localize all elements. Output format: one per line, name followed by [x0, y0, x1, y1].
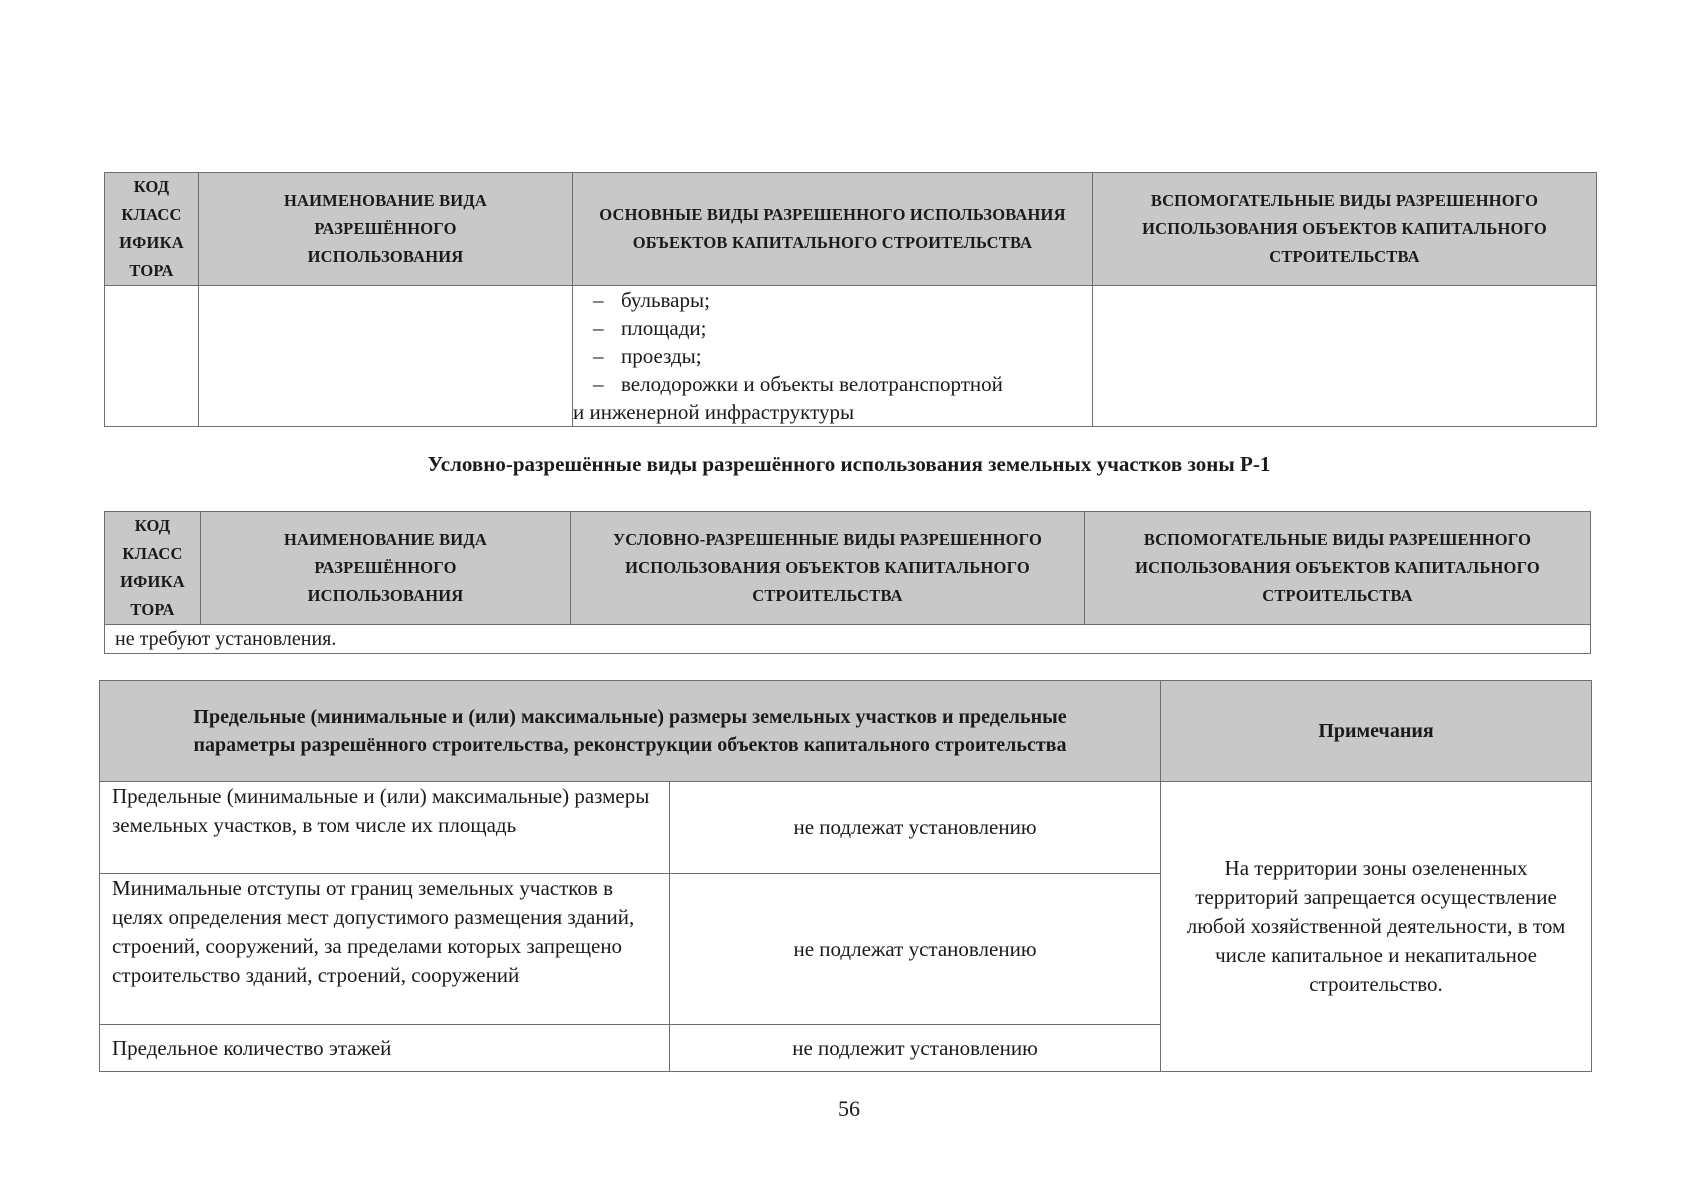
- header-auxiliary-uses: ВСПОМОГАТЕЛЬНЫЕ ВИДЫ РАЗРЕШЕННОГО ИСПОЛЬЗОВАНИЯ ОБЪЕКТОВ КАПИТАЛЬНОГО СТРОИТЕЛЬСТВА: [1093, 173, 1597, 286]
- conditional-uses-table: [104, 511, 1591, 654]
- code-line: ИФИКА: [119, 233, 184, 252]
- uses-list: [573, 286, 1092, 426]
- code-cell: [105, 286, 199, 427]
- code-line: КЛАСС: [121, 205, 182, 224]
- limit-parameters-table: [99, 680, 1592, 1072]
- list-item: – площади;: [593, 316, 707, 340]
- code-line: КОД: [134, 516, 171, 535]
- header-parameters: Предельные (минимальные и (или) максимальные) размеры земельных участков и предельные параметры разрешённого строительства, реконструкции объектов капитального строительства: [100, 681, 1161, 782]
- header-main-uses: ОСНОВНЫЕ ВИДЫ РАЗРЕШЕННОГО ИСПОЛЬЗОВАНИЯ ОБЪЕКТОВ КАПИТАЛЬНОГО СТРОИТЕЛЬСТВА: [573, 173, 1093, 286]
- remark-cell: На территории зоны озелененных территорий запрещается осуществление любой хозяйственной деятельности, в том числе капитальное и некапитальное строительство.: [1161, 782, 1592, 1072]
- parameter-label: Предельные (минимальные и (или) максимальные) размеры земельных участков, в том числе их площадь: [100, 782, 670, 874]
- table-row: [105, 625, 1591, 654]
- code-line: КЛАСС: [122, 544, 183, 563]
- use-name-cell: [199, 286, 573, 427]
- list-continuation: и инженерной инфраструктуры: [573, 400, 855, 424]
- header-code: [105, 512, 201, 625]
- list-item: – велодорожки и объекты велотранспортной: [593, 372, 1003, 396]
- header-use-name: НАИМЕНОВАНИЕ ВИДА РАЗРЕШЁННОГО ИСПОЛЬЗОВАНИЯ: [201, 512, 571, 625]
- code-line: ТОРА: [129, 261, 174, 280]
- code-line: ТОРА: [130, 600, 175, 619]
- parameter-value: не подлежат установлению: [670, 782, 1161, 874]
- auxiliary-uses-cell: [1093, 286, 1597, 427]
- table-header-row: [105, 173, 1597, 286]
- parameter-value: не подлежит установлению: [670, 1025, 1161, 1072]
- table-header-row: [105, 512, 1591, 625]
- main-uses-cell: [573, 286, 1093, 427]
- list-item: – бульвары;: [593, 288, 710, 312]
- header-notes: Примечания: [1161, 681, 1592, 782]
- header-use-name: НАИМЕНОВАНИЕ ВИДА РАЗРЕШЁННОГО ИСПОЛЬЗОВАНИЯ: [199, 173, 573, 286]
- page-number: 56: [838, 1096, 860, 1121]
- parameter-label: Предельное количество этажей: [100, 1025, 670, 1072]
- table-header-row: [100, 681, 1592, 782]
- section-heading: Условно-разрешённые виды разрешённого использования земельных участков зоны Р-1: [427, 452, 1271, 476]
- table-row: [100, 782, 1592, 874]
- not-required-note: не требуют установления.: [105, 625, 1591, 654]
- table-row: [105, 286, 1597, 427]
- code-line: ИФИКА: [120, 572, 185, 591]
- header-code: [105, 173, 199, 286]
- permitted-uses-table: [104, 172, 1597, 427]
- header-auxiliary-uses: ВСПОМОГАТЕЛЬНЫЕ ВИДЫ РАЗРЕШЕННОГО ИСПОЛЬЗОВАНИЯ ОБЪЕКТОВ КАПИТАЛЬНОГО СТРОИТЕЛЬСТВА: [1085, 512, 1591, 625]
- parameter-value: не подлежат установлению: [670, 874, 1161, 1025]
- list-item: – проезды;: [593, 344, 702, 368]
- code-line: КОД: [133, 177, 170, 196]
- parameter-label: Минимальные отступы от границ земельных участков в целях определения мест допустимого размещения зданий, строений, сооружений, за пределами которых запрещено строительство зданий, строений, сооружений: [100, 874, 670, 1025]
- header-conditional-uses: УСЛОВНО-РАЗРЕШЕННЫЕ ВИДЫ РАЗРЕШЕННОГО ИСПОЛЬЗОВАНИЯ ОБЪЕКТОВ КАПИТАЛЬНОГО СТРОИТЕЛЬСТВА: [571, 512, 1085, 625]
